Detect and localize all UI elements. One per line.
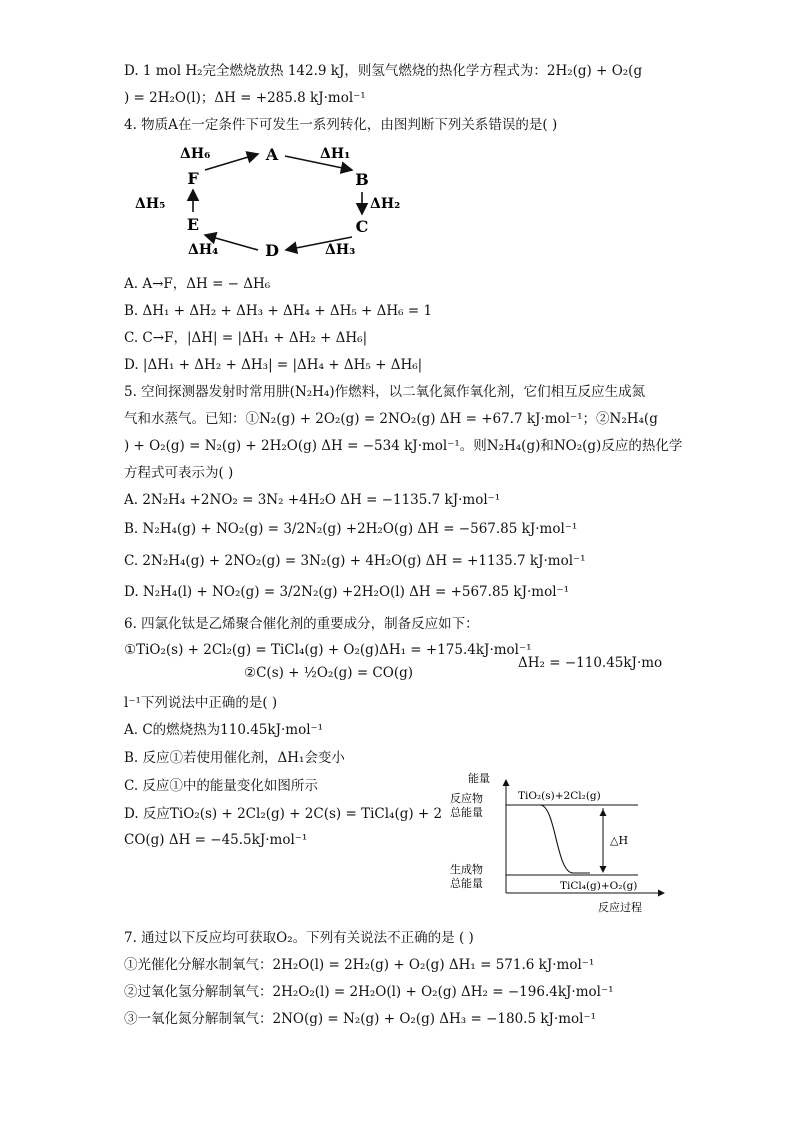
delta-h-label: △H [610, 834, 629, 847]
q5-option-b: B. N₂H₄(g) + NO₂(g) = 3/2N₂(g) +2H₂O(g) ΔH = −567.85 kJ·mol⁻¹ [124, 521, 578, 537]
q4-option-a: A. A→F，ΔH = − ΔH₆ [124, 276, 271, 292]
node-e: E [186, 215, 200, 234]
label-dh6: ΔH₆ [180, 146, 211, 162]
q3-option-d-line1: D. 1 mol H₂完全燃烧放热 142.9 kJ，则氢气燃烧的热化学方程式为：2H₂(g) + O₂(g [124, 63, 643, 79]
q6-equation-1: ①TiO₂(s) + 2Cl₂(g) = TiCl₄(g) + O₂(g)ΔH₁ = +175.4kJ·mol⁻¹ [124, 642, 532, 658]
label-dh3: ΔH₃ [325, 242, 356, 258]
q7-item-3: ③一氧化氮分解制氧气：2NO(g) = N₂(g) + O₂(g) ΔH₃ = −180.5 kJ·mol⁻¹ [124, 1011, 597, 1027]
q7-item-2: ②过氧化氢分解制氧气：2H₂O₂(l) = 2H₂O(l) + O₂(g) ΔH₂ = −196.4kJ·mol⁻¹ [124, 984, 614, 1000]
node-c: C [355, 217, 369, 236]
q5-stem-line1: 5. 空间探测器发射时常用肼(N₂H₄)作燃料，以二氧化氮作氧化剂，它们相互反应生成氮 [124, 384, 646, 400]
q6-option-a: A. C的燃烧热为110.45kJ·mol⁻¹ [124, 722, 324, 738]
q6-option-c: C. 反应①中的能量变化如图所示 [124, 778, 318, 794]
q5-stem-line4: 方程式可表示为( ) [124, 465, 234, 481]
q6-equation-2: ②C(s) + ½O₂(g) = CO(g) [244, 665, 413, 681]
q5-stem-line2: 气和水蒸气。已知：①N₂(g) + 2O₂(g) = 2NO₂(g) ΔH = +67.7 kJ·mol⁻¹；②N₂H₄(g [124, 411, 658, 427]
q6-stem-wrap: l⁻¹下列说法中正确的是( ) [124, 695, 278, 711]
product-label-1: 生成物 [450, 863, 483, 876]
q7-item-1: ①光催化分解水制氧气：2H₂O(l) = 2H₂(g) + O₂(g) ΔH₁ = 571.6 kJ·mol⁻¹ [124, 957, 595, 973]
q5-option-c: C. 2N₂H₄(g) + 2NO₂(g) = 3N₂(g) + 4H₂O(g) ΔH = +1135.7 kJ·mol⁻¹ [124, 553, 586, 569]
label-dh5: ΔH₅ [135, 196, 166, 212]
arrow-f-to-a [205, 154, 258, 170]
node-f: F [187, 169, 199, 188]
q5-option-d: D. N₂H₄(l) + NO₂(g) = 3/2N₂(g) +2H₂O(l) ΔH = +567.85 kJ·mol⁻¹ [124, 584, 570, 600]
node-b: B [355, 170, 369, 189]
q4-option-d: D. |ΔH₁ + ΔH₂ + ΔH₃| = |ΔH₄ + ΔH₅ + ΔH₆| [124, 357, 423, 373]
label-dh4: ΔH₄ [188, 242, 219, 258]
q6-option-d-line1: D. 反应TiO₂(s) + 2Cl₂(g) + 2C(s) = TiCl₄(g) + 2 [124, 806, 443, 822]
q6-option-b: B. 反应①若使用催化剂，ΔH₁会变小 [124, 750, 345, 766]
label-dh1: ΔH₁ [320, 146, 351, 162]
reaction-cycle-diagram [130, 140, 430, 265]
label-dh2: ΔH₂ [370, 196, 401, 212]
q4-option-c: C. C→F，|ΔH| = |ΔH₁ + ΔH₂ + ΔH₆| [124, 330, 368, 346]
q6-option-d-line2: CO(g) ΔH = −45.5kJ·mol⁻¹ [124, 832, 308, 848]
q5-stem-line3: ) + O₂(g) = N₂(g) + 2H₂O(g) ΔH = −534 kJ·mol⁻¹。则N₂H₄(g)和NO₂(g)反应的热化学 [124, 438, 683, 454]
q6-equation-2-dh: ΔH₂ = −110.45kJ·mo [518, 655, 663, 671]
q7-stem: 7. 通过以下反应均可获取O₂。下列有关说法不正确的是 ( ) [124, 930, 474, 946]
node-d: D [265, 241, 279, 260]
q3-option-d-line2: ) = 2H₂O(l)；ΔH = +285.8 kJ·mol⁻¹ [124, 90, 366, 106]
q4-stem: 4. 物质A在一定条件下可发生一系列转化，由图判断下列关系错误的是( ) [124, 117, 558, 133]
product-label-2: 总能量 [450, 877, 483, 890]
node-a: A [265, 145, 279, 164]
reactant-label-2: 总能量 [450, 806, 483, 819]
x-axis-label: 反应过程 [598, 901, 642, 914]
q6-stem: 6. 四氯化钛是乙烯聚合催化剂的重要成分，制备反应如下： [124, 616, 479, 632]
q5-option-a: A. 2N₂H₄ +2NO₂ = 3N₂ +4H₂O ΔH = −1135.7 kJ·mol⁻¹ [124, 492, 501, 508]
q4-option-b: B. ΔH₁ + ΔH₂ + ΔH₃ + ΔH₄ + ΔH₅ + ΔH₆ = 1 [124, 303, 433, 319]
energy-diagram [438, 770, 668, 918]
energy-curve [518, 805, 590, 873]
reactant-label-1: 反应物 [450, 792, 483, 805]
y-axis-label: 能量 [468, 772, 490, 785]
reactant-species: TiO₂(s)+2Cl₂(g) [518, 790, 601, 802]
product-species: TiCl₄(g)+O₂(g) [560, 880, 638, 892]
